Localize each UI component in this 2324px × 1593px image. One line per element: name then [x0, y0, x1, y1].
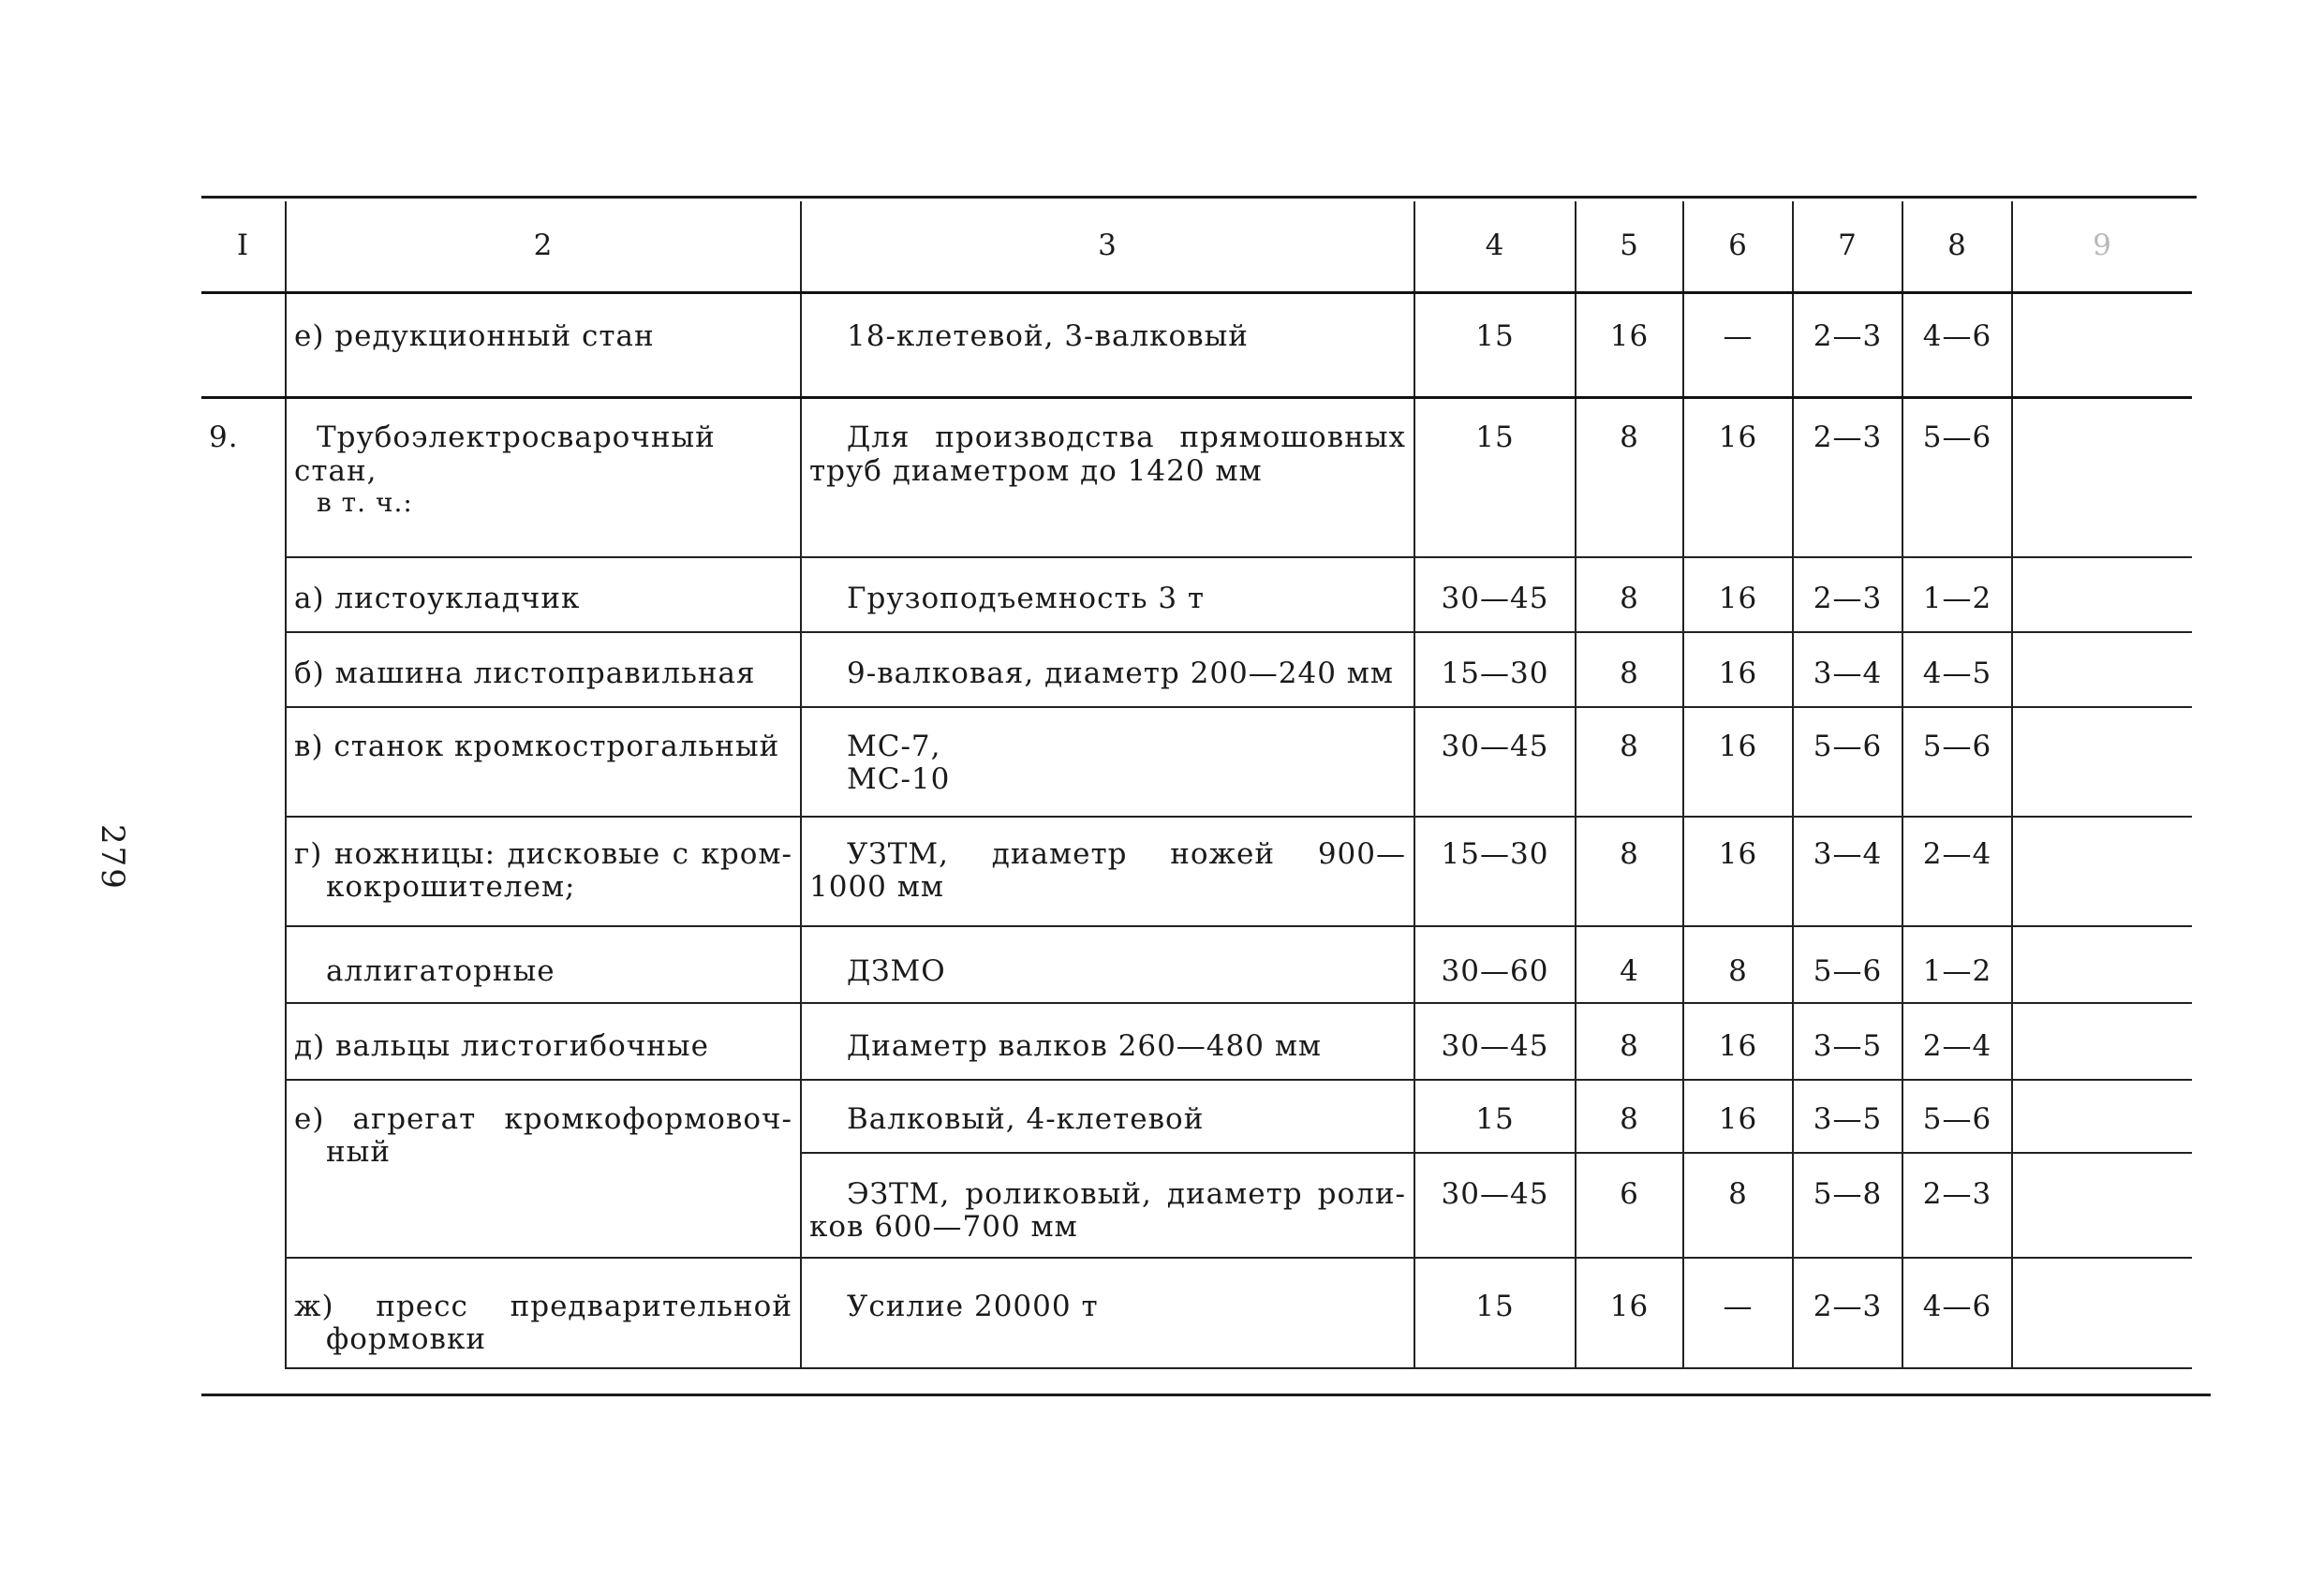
row-c8: 2—4	[1902, 817, 2012, 926]
row-c8: 4—6	[1902, 1258, 2012, 1368]
row-spec: ЭЗТМ, роликовый, диаметр роли- ков 600—700 мм	[801, 1153, 1414, 1258]
row-c6: 16	[1683, 707, 1793, 817]
row-c6: 16	[1683, 817, 1793, 926]
header-col-2: 2	[286, 201, 801, 293]
row-c7: 3—4	[1793, 817, 1902, 926]
bottom-rule	[201, 1394, 2211, 1396]
row-spec: УЗТМ, диаметр ножей 900— 1000 мм	[801, 817, 1414, 926]
table-row	[201, 1080, 2192, 1153]
page-number: 279	[94, 824, 131, 891]
row-c4: 30—45	[1414, 1153, 1576, 1258]
row-c7: 5—6	[1793, 707, 1902, 817]
header-col-7: 7	[1793, 201, 1902, 293]
row-c4: 30—60	[1414, 926, 1576, 1003]
row-spec: МС-7, МС-10	[801, 707, 1414, 817]
table-row	[201, 817, 2192, 926]
row-c5: 6	[1576, 1153, 1683, 1258]
row-c6: 16	[1683, 632, 1793, 707]
row-c5: 16	[1576, 1258, 1683, 1368]
table-row	[201, 557, 2192, 632]
row-c4: 15	[1414, 398, 1576, 557]
group-spec: Для производства прямошовных труб диаметром до 1420 мм	[801, 398, 1414, 557]
row-c4: 15—30	[1414, 817, 1576, 926]
header-row	[201, 201, 2192, 293]
table-row	[201, 632, 2192, 707]
row-name: б) машина листоправильная	[286, 632, 801, 707]
table-row	[201, 1258, 2192, 1368]
header-col-9: 9	[2012, 201, 2192, 293]
row-c4: 30—45	[1414, 1003, 1576, 1080]
row-c8: 4—6	[1902, 293, 2012, 398]
row-spec: ДЗМО	[801, 926, 1414, 1003]
row-c4: 15	[1414, 1080, 1576, 1153]
group-number: 9.	[209, 420, 239, 454]
row-c7: 3—5	[1793, 1080, 1902, 1153]
row-spec: 18-клетевой, 3-валковый	[801, 293, 1414, 398]
row-c7: 5—6	[1793, 926, 1902, 1003]
row-c6: 16	[1683, 398, 1793, 557]
row-name: а) листоукладчик	[286, 557, 801, 632]
header-col-4: 4	[1414, 201, 1576, 293]
row-c8: 2—4	[1902, 1003, 2012, 1080]
row-name: в) станок кромкострогальный	[286, 707, 801, 817]
header-col-8: 8	[1902, 201, 2012, 293]
row-c8: 5—6	[1902, 1080, 2012, 1153]
row-c4: 15	[1414, 293, 1576, 398]
row-c5: 8	[1576, 632, 1683, 707]
row-spec: 9-валковая, диаметр 200—240 мм	[801, 632, 1414, 707]
row-c6: —	[1683, 293, 1793, 398]
row-c7: 2—3	[1793, 1258, 1902, 1368]
row-c6: 16	[1683, 1003, 1793, 1080]
table-row	[201, 293, 2192, 398]
row-name: е) агрегат кромкоформовоч- ный	[286, 1080, 801, 1258]
header-col-1: I	[201, 201, 286, 293]
header-col-6: 6	[1683, 201, 1793, 293]
row-c5: 4	[1576, 926, 1683, 1003]
row-name: г) ножницы: дисковые с кром- кокрошителем;	[286, 817, 801, 926]
row-c5: 8	[1576, 1003, 1683, 1080]
row-spec: Диаметр валков 260—480 мм	[801, 1003, 1414, 1080]
row-c5: 8	[1576, 1080, 1683, 1153]
row-name: ж) пресс предварительной формовки	[286, 1258, 801, 1368]
row-c8: 5—6	[1902, 707, 2012, 817]
row-c6: 8	[1683, 926, 1793, 1003]
row-c4: 15—30	[1414, 632, 1576, 707]
table-row	[201, 926, 2192, 1003]
row-c4: 15	[1414, 1258, 1576, 1368]
row-c7: 2—3	[1793, 398, 1902, 557]
table-row	[201, 1003, 2192, 1080]
row-c6: 8	[1683, 1153, 1793, 1258]
row-c4: 30—45	[1414, 557, 1576, 632]
row-c6: —	[1683, 1258, 1793, 1368]
row-spec: Грузоподъемность 3 т	[801, 557, 1414, 632]
header-col-5: 5	[1576, 201, 1683, 293]
row-c6: 16	[1683, 557, 1793, 632]
row-c5: 8	[1576, 557, 1683, 632]
row-c6: 16	[1683, 1080, 1793, 1153]
row-c8: 4—5	[1902, 632, 2012, 707]
row-c4: 30—45	[1414, 707, 1576, 817]
row-name: аллигаторные	[286, 926, 801, 1003]
row-c7: 3—4	[1793, 632, 1902, 707]
row-spec: Валковый, 4-клетевой	[801, 1080, 1414, 1153]
row-c5: 8	[1576, 817, 1683, 926]
table-row	[201, 398, 2192, 557]
table-row	[201, 707, 2192, 817]
row-c7: 3—5	[1793, 1003, 1902, 1080]
group-name: Трубоэлектросварочный стан, в т. ч.:	[286, 398, 801, 557]
equipment-table	[201, 201, 2192, 1369]
row-c8: 5—6	[1902, 398, 2012, 557]
row-c7: 2—3	[1793, 557, 1902, 632]
row-c8: 2—3	[1902, 1153, 2012, 1258]
top-rule	[201, 196, 2197, 199]
row-spec: Усилие 20000 т	[801, 1258, 1414, 1368]
row-c8: 1—2	[1902, 926, 2012, 1003]
row-c7: 5—8	[1793, 1153, 1902, 1258]
row-name: д) вальцы листогибочные	[286, 1003, 801, 1080]
row-c8: 1—2	[1902, 557, 2012, 632]
row-c5: 8	[1576, 707, 1683, 817]
row-c5: 8	[1576, 398, 1683, 557]
row-name: е) редукционный стан	[286, 293, 801, 398]
row-c7: 2—3	[1793, 293, 1902, 398]
row-c5: 16	[1576, 293, 1683, 398]
header-col-3: 3	[801, 201, 1414, 293]
